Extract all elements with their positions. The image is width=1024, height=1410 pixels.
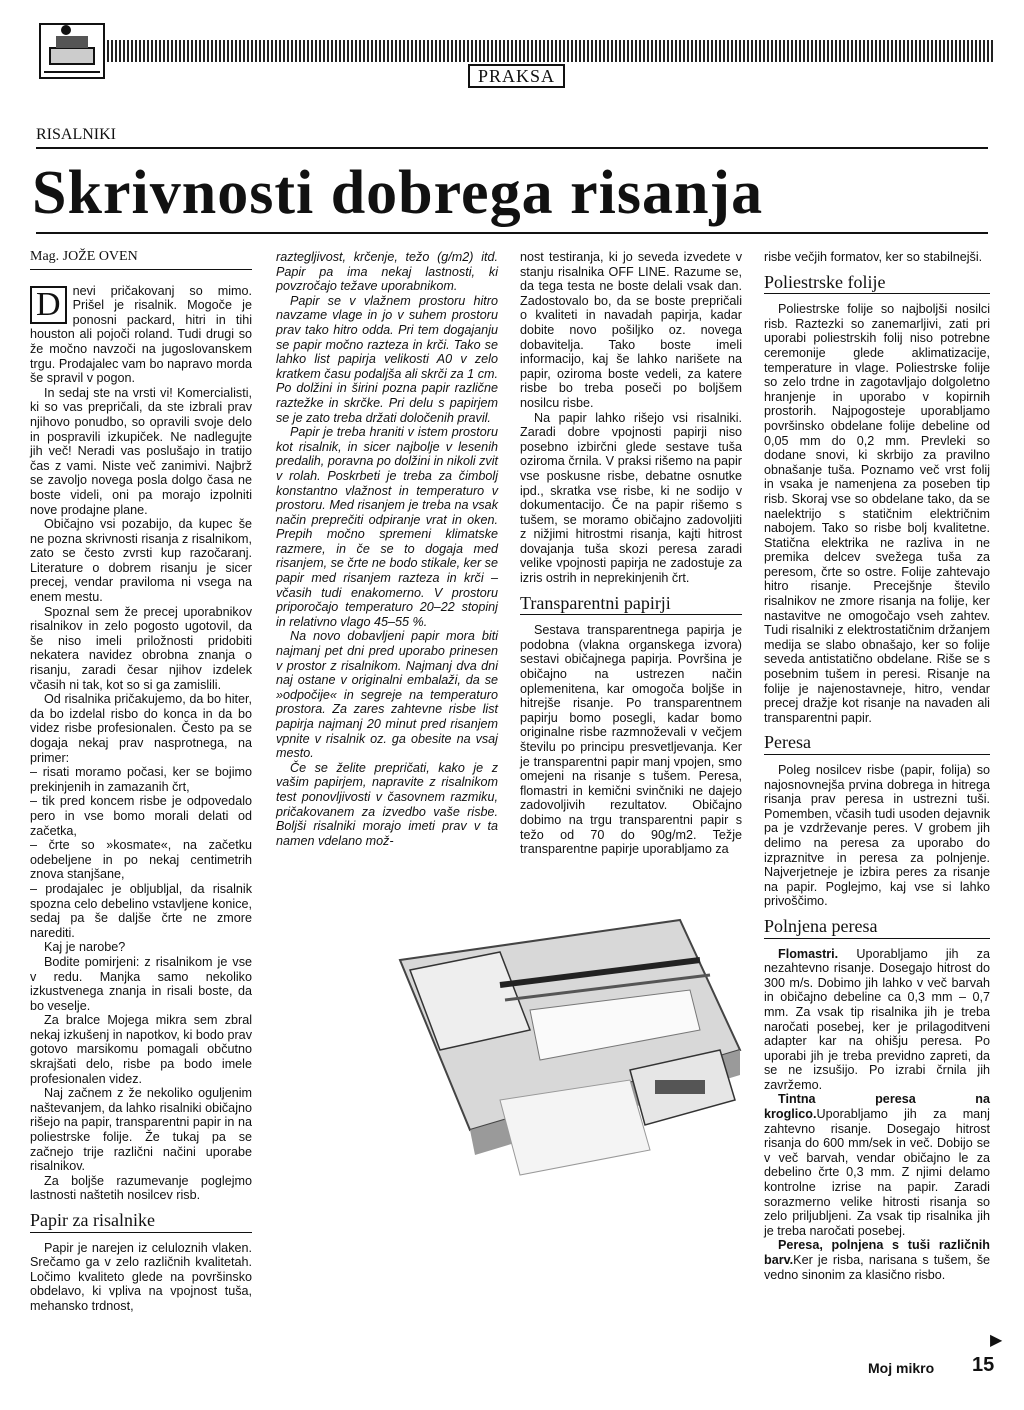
paragraph: risbe večjih formatov, ker so stabilnejši. — [764, 250, 983, 264]
paragraph: Za bralce Mojega mikra sem zbral nekaj izkušenj in napotkov, ki bodo prav gotovo marsikomu pomagali občutno skrajšati delo, risbe pa bodo imele profesionalen videz. — [30, 1013, 252, 1086]
paragraph: Poliestrske folije so najboljši nosilci risb. Raztezki so zanemarljivi, zati pri uporabi poliestrskih folij niso potrebne ceremonije glede aklimatizacije, temperature in vlage. Poliestrske folije so zelo trdne in zagotavljajo dolgoletno hranjenje in uporabo v kopirnih prostorih. Najpogosteje uporabljamo površinsko obdelane folije debeline od 0,05 mm do 0,2 mm. Prevleki so dodane snovi, ki skrbijo za pravilno obnašanje tuša. Poznamo več vrst folij in vsaka je namenjena za poseben tip risb. Skoraj vse so obdelane tako, da se naelektrijo s statičnim električnim nabojem. Tako so risbe bolj kvalitetne. Statična elektrika ne razliva in ne premika delcev svežega tuša za peresom, črte so ostre. Folije zahtevajo hitro risanje. Precejšnje število risalnikov ne zmore risanja na folije, ker nastavitve ne omogočajo vseh zahtev. Tudi risalniki z elektrostatičnim držanjem medija se slabo obnašajo, ker so folije seveda antistatično obdelane. Riše se s posebnim tušem in peresi. Risanje na folije je najenostavneje, hitro, vendar precej dražje kot risanje na navaden ali transparentni papir. — [764, 302, 990, 725]
section-label: RISALNIKI — [36, 126, 116, 143]
plotter-photo — [380, 900, 750, 1200]
paragraph: Kaj je narobe? — [44, 940, 126, 955]
paragraph: raztegljivost, krčenje, težo (g/m2) itd. Papir pa ima nekaj lastnosti, ki povzročajo težave uporabnikom. — [276, 250, 498, 294]
paragraph: Papir je treba hraniti v istem prostoru kot risalnik, in sicer najbolje v lesenih predalih, poravna po dolžini in nikoli zvit v rolah. Poskrbeti je treba za čimbolj konstantno vlažnost in temperaturo v prostoru. Med risanjem je treba na vsak način preprečiti odpiranje vrat in oken. Prepih močno spremeni klimatske razmere, in če se to dogaja med risanjem, se črte ne bodo stikale, ker se papir med risanjem razteza in krči – včasih tudi enakomerno. V prostoru priporočajo temperaturo 20–22 stopinj in relativno vlago 45–55 %. — [276, 425, 498, 629]
magazine-name: Moj mikro — [868, 1360, 935, 1376]
paragraph: Spoznal sem že precej uporabnikov risalnikov in zelo pogosto ugotovil, da še niso imeli priložnosti pridobiti nekatera navidez obrobna znanja o risanju, zaradi česar njihov izdelek včasih ni tak, kot so si ga zamislili. — [30, 604, 252, 692]
plotter-logo-icon — [36, 18, 108, 82]
paragraph: Naj začnem z že nekoliko oguljenim naštevanjem, da lahko risalniki običajno rišejo na papir, transparentni papir in na poliestrske folije. Že tukaj pa se začnejo trije različni načini uporabe risalnikov. — [30, 1086, 252, 1174]
paragraph: Od risalnika pričakujemo, da bo hiter, da bo izdelal risbo do konca in da bo videz risbe profesionalen. Često pa se dogaja nekaj prav nasprotnega, na primer: — [30, 692, 252, 765]
paragraph: Peresa, polnjena s tuši različnih barv.Ker je risba, narisana s tušem, še vedno sinonim za klasično risbo. — [764, 1238, 990, 1282]
rubric-label: PRAKSA — [468, 64, 565, 88]
continue-arrow-icon: ▶ — [990, 1332, 1003, 1349]
paragraph: Na novo dobavljeni papir mora biti najmanj pet dni pred uporabo prinesen v prostor z risalnikom. Najmanj dva dni naj ostane v originalni embalaži, da se »odpočije« in segreje na temperaturo prostora. Za zares zahtevne risbe list papirja najmanj 20 minut pred risanjem vpnite v risalnik oz. ga obesite na vsaj mesto. — [276, 629, 498, 761]
page-number: 15 — [972, 1354, 995, 1376]
paragraph: Flomastri. Uporabljamo jih za nezahtevno risanje. Dosegajo hitrost do 300 m/s. Dobimo jih lahko v več barvah in običajno debeline ca 0,3 mm – 0,7 mm. Za vsak tip risalnika jih je treba naročati posebej, ker je prilagoditveni adapter kar na ohišju peresa. Po uporabi jih je treba previdno zapreti, da se ne izsušijo. Po izrabi črnila jih zavržemo. — [764, 946, 990, 1092]
title-rule — [36, 232, 988, 234]
column-1 — [30, 250, 252, 1314]
paragraph: Papir je narejen iz celuloznih vlaken. Srečamo ga v zelo različnih kvalitetah. Ločimo kvaliteto glede na površinsko obdelavo, ki vpliva na vpojnost tuša, mehansko trdnost, — [30, 1240, 252, 1313]
paragraph: Če se želite prepričati, kako je z vašim papirjem, napravite z risalnikom test ponovljivosti v časovnem razmiku, pričakovanem za izvedbo vaše risbe. Boljši risalniki morajo imeti prav v ta namen vdelano mož- — [276, 760, 498, 848]
subheading: Poliestrske folije — [764, 275, 990, 295]
section-rule — [36, 147, 988, 149]
list-item: – risati moramo počasi, ker se bojimo prekinjenih in zamazanih črt, — [30, 765, 252, 794]
paragraph: nost testiranja, ki jo seveda izvedete v stanju risalnika OFF LINE. Razume se, da tega testa ne boste delali vsak dan. Zadostovalo bo, da se boste prepričali o kvaliteti in navadah papirja, kadar dobite novo pošiljko oz. novega dobavitelja. Tako boste imeli informacijo, kaj še lahko narišete na papir, oziroma boste vedeli, za katere risbe bo treba poseči po boljšem nosilcu risbe. — [520, 250, 742, 410]
paragraph: Tintna peresa na kroglico.Uporabljamo jih za manj zahtevno risanje. Dosegajo hitrost risanja do 600 mm/sek in več. Dobijo se v več barvah, vendar običajno le za debelino črte 0,3 mm. Z njimi delamo kontrolne izrise na papir. Zaradi sorazmerno velike hitrosti risanja so zelo priljubljeni. Za vsak tip risalnika jih je treba naročati posebej. — [764, 1092, 990, 1238]
author-byline: Mag. JOŽE OVEN — [30, 250, 252, 270]
paragraph: Za boljše razumevanje poglejmo lastnosti naštetih nosilcev risb. — [30, 1173, 252, 1203]
header-stripe-bar — [95, 40, 995, 62]
list-item: – tik pred koncem risbe je odpovedalo pero in vse bomo morali delati od začetka, — [30, 794, 252, 838]
lead-paragraph: D nevi pričakovanj so mimo. Prišel je risalnik. Mogoče je ponosni packard, hitri in tihi houston ali pojoči roland. Tudi drugi so že močno navzoči na jugoslovanskem trgu. Prodajalec vam bo napravo morda še spravil v pogon. — [30, 283, 252, 386]
list-item: – črte so »kosmate«, na začetku odebeljene in po nekaj centimetrih znova stanjšane, — [30, 838, 252, 882]
subheading: Transparentni papirji — [520, 596, 742, 616]
drop-cap: D — [30, 286, 67, 324]
column-4 — [764, 250, 990, 1282]
column-2 — [276, 250, 498, 848]
paragraph: Bodite pomirjeni: z risalnikom je vse v redu. Manjka samo nekoliko izkustvenega znanja in risali boste, da bo veselje. — [30, 954, 252, 1013]
paragraph: Poleg nosilcev risbe (papir, folija) so najosnovnejša prvina dobrega in hitrega risanja prav peresa in ustrezni tuši. Pomemben, včasih tudi usoden dejavnik pa je vzdrževanje peres. V grobem jih delimo na peresa za uporabo do izpraznitve in peresa za polnjenje. Najverjetneje je izbira peres za risanje na papir. Poglejmo, kaj vse si lahko privoščimo. — [764, 763, 990, 909]
paragraph: Papir se v vlažnem prostoru hitro navzame vlage in jo v suhem prostoru prav tako hitro odda. Pri tem dogajanju se papir močno razteza in krči. Tako se lahko list papirja velikosti A0 v zelo kratkem času podaljša ali skrči za 1 cm. Po dolžini in širini pozna papir različne raztežke in skrčke. Pri delu s papirjem se je zato treba držati določenih pravil. — [276, 293, 498, 425]
subheading: Peresa — [764, 735, 990, 755]
subheading: Polnjena peresa — [764, 919, 990, 939]
paragraph: Sestava transparentnega papirja je podobna (vlakna organskega izvora) sestavi običajnega papirja. Površina je običajno na ustrezen način oplemenitena, kar omogoča boljše in hitrejše risanje. Po transparentnem papirju bomo posegli, kadar bomo originalne risbe razmnoževali v večjem številu po principu presvetljevanja. Ker je transparentni papir manj vpojen, smo omejeni na risanje s tušem. Peresa, flomastri in kemični svinčniki ne dajejo zadovoljivih rezultatov. Običajno dobimo na trgu transparentni papir s težo od 70 do 90g/m2. Težje transparentne papirje uporabljamo za — [520, 623, 742, 857]
column-3 — [520, 250, 742, 857]
paragraph: In sedaj ste na vrsti vi! Komercialisti, ki so vas prepričali, da ste izbrali prav njihovo ponudbo, so opravili svoje delo in pospravili izkupiček. Ne nadlegujte jih več! Neradi vas poslušajo in tratijo čas z vami. Niste več zanimivi. Najbrž se zavoljo novega posla dolgo časa ne boste videli, oni pa morajo izpolniti nove prodajne plane. — [30, 385, 252, 517]
paragraph: Običajno vsi pozabijo, da kupec še ne pozna skrivnosti risanja z risalnikom, zato se često zvrsti kup razočaranj. Literature o dobrem risanju je sicer precej, vendar praviloma ni vsega na enem mestu. — [30, 517, 252, 605]
article-title: Skrivnosti dobrega risanja — [32, 159, 764, 227]
paragraph: Na papir lahko rišejo vsi risalniki. Zaradi dobre vpojnosti papirji niso posebno izbirčni glede sestave tuša oziroma črnila. V praksi rišemo na papir vse poskusne risbe, debatne osnutke ipd., skratka vse risbe, ki ne sodijo v dokumentacijo. Če na papir rišemo s tušem, se moramo običajno zadovoljiti z nižjimi hitrostmi risanja, kajti hitrost dovajanja tuša skozi peresa zaradi velike vpojnosti papirja ne zadostuje za izris ostrih in neprekinjenih črt. — [520, 410, 742, 586]
list-item: – prodajalec je obljubljal, da risalnik spozna celo debelino vstavljene konice, sedaj pa še daljše črte ne zmore narediti. — [30, 881, 252, 940]
subheading: Papir za risalnike — [30, 1213, 252, 1233]
